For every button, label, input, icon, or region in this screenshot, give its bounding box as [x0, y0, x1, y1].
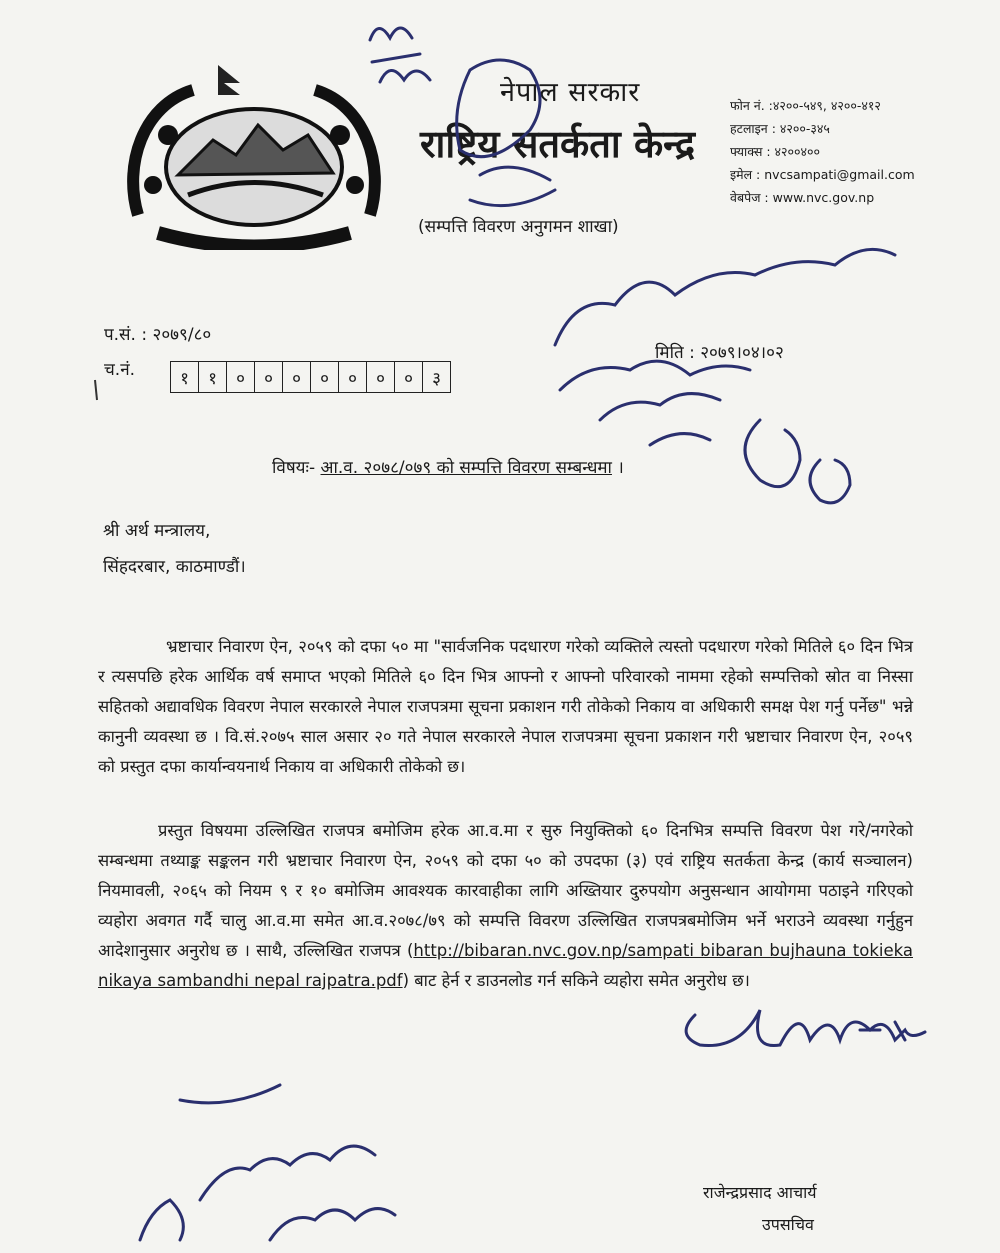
letter-date: मिति : २०७९।०४।०२	[655, 343, 784, 363]
phone-text: फोन नं. :४२००-५४९, ४२००-४१२	[730, 98, 881, 113]
website-text: वेबपेज : www.nvc.gov.np	[730, 190, 875, 205]
recipient-line-1: श्री अर्थ मन्त्रालय,	[103, 521, 211, 541]
body-paragraph-2	[98, 816, 913, 996]
initials-scribble	[745, 420, 850, 503]
government-heading: नेपाल सरकार	[500, 77, 641, 108]
cn-digit: ०	[226, 362, 254, 392]
cn-digit: ०	[310, 362, 338, 392]
organization-heading: राष्ट्रिय सतर्कता केन्द्र	[420, 122, 696, 166]
signatory-title: उपसचिव	[762, 1215, 814, 1234]
body-paragraph-2-end: ) बाट हेर्न र डाउनलोड गर्न सकिने व्यहोरा समेत अनुरोध छ।	[402, 971, 750, 990]
hotline-text: हटलाइन : ४२००-३४५	[730, 121, 830, 136]
cn-digit: ०	[254, 362, 282, 392]
fax-text: फ्याक्स : ४२००४००	[730, 144, 821, 159]
recipient-line-2: सिंहदरबार, काठमाण्डौं।	[103, 557, 246, 577]
cn-digit: १	[180, 368, 189, 389]
cn-digit: ३	[422, 362, 450, 392]
cn-digit: ०	[282, 362, 310, 392]
ps-number: प.सं. : २०७९/८०	[104, 325, 212, 345]
subject-line	[272, 455, 624, 478]
contact-block	[730, 94, 915, 209]
nepal-emblem-icon	[118, 55, 390, 250]
cn-digit: ०	[366, 362, 394, 392]
subject-prefix: विषयः-	[272, 458, 316, 478]
email-text: इमेल : nvcsampati@gmail.com	[730, 167, 915, 182]
signatory-name: राजेन्द्रप्रसाद आचार्य	[703, 1183, 817, 1202]
rajpatra-link[interactable]: http://bibaran.nvc.gov.np/sampati bibaran bujhauna tokieka nikaya sambandhi nepal rajpatra.pdf	[98, 941, 913, 990]
signature-scribble	[686, 1010, 925, 1046]
cn-digit: ०	[338, 362, 366, 392]
cn-digit: ०	[394, 362, 422, 392]
bottom-left-note-scribble	[140, 1085, 395, 1240]
subject-text: आ.व. २०७८/०७९ को सम्पत्ति विवरण सम्बन्धमा	[320, 458, 612, 478]
cn-label: च.नं.	[104, 360, 136, 380]
cn-digit: १	[198, 362, 226, 392]
body-paragraph-2-text: प्रस्तुत विषयमा उल्लिखित राजपत्र बमोजिम हरेक आ.व.मा र सुरु नियुक्तिको ६० दिनभित्र सम्पत्ति विवरण पेश गरे/नगरेको सम्बन्धमा तथ्याङ्क सङ्कलन गरी भ्रष्टाचार निवारण ऐन, २०५९ को दफा ५० को उपदफा (३) एवं राष्ट्रिय सतर्कता केन्द्र (कार्य सञ्चालन) नियमावली, २०६५ को नियम ९ र १० बमोजिम आवश्यक कारवाहीका लागि अख्तियार दुरुपयोग अनुसन्धान आयोगमा पठाइने गरिएको व्यहोरा अवगत गर्दै चालु आ.व.मा समेत आ.व.२०७८/७९ को सम्पत्ति विवरण उल्लिखित राजपत्रबमोजिम भर्ने भराउने व्यवस्था गर्नुहुन आदेशानुसार अनुरोध छ । साथै, उल्लिखित राजपत्र (	[98, 821, 913, 960]
body-paragraph-1: भ्रष्टाचार निवारण ऐन, २०५९ को दफा ५० मा "सार्वजनिक पदधारण गरेको व्यक्तिले त्यस्तो पदधारण गरेको मितिले ६० दिन भित्र र त्यसपछि हरेक आर्थिक वर्ष समाप्त भएको मितिले ६० दिन भित्र आफ्नो र आफ्नो परिवारको नाममा रहेको सम्पत्तिको स्रोत वा निस्सा सहितको अद्यावधिक विवरण नेपाल सरकारले नेपाल राजपत्रमा सूचना प्रकाशन गरी तोकेको निकाय वा अधिकारी समक्ष पेश गर्नु पर्नेछ" भन्ने कानुनी व्यवस्था छ । वि.सं.२०७५ साल असार २० गते नेपाल सरकारले नेपाल राजपत्रमा सूचना प्रकाशन गरी भ्रष्टाचार निवारण ऐन, २०५९ को प्रस्तुत दफा कार्यान्वयनार्थ निकाय वा अधिकारी तोकेको छ।	[98, 637, 913, 776]
branch-subheading: (सम्पत्ति विवरण अनुगमन शाखा)	[418, 217, 619, 237]
cn-number-boxes	[170, 361, 451, 393]
subject-suffix: ।	[617, 458, 624, 478]
